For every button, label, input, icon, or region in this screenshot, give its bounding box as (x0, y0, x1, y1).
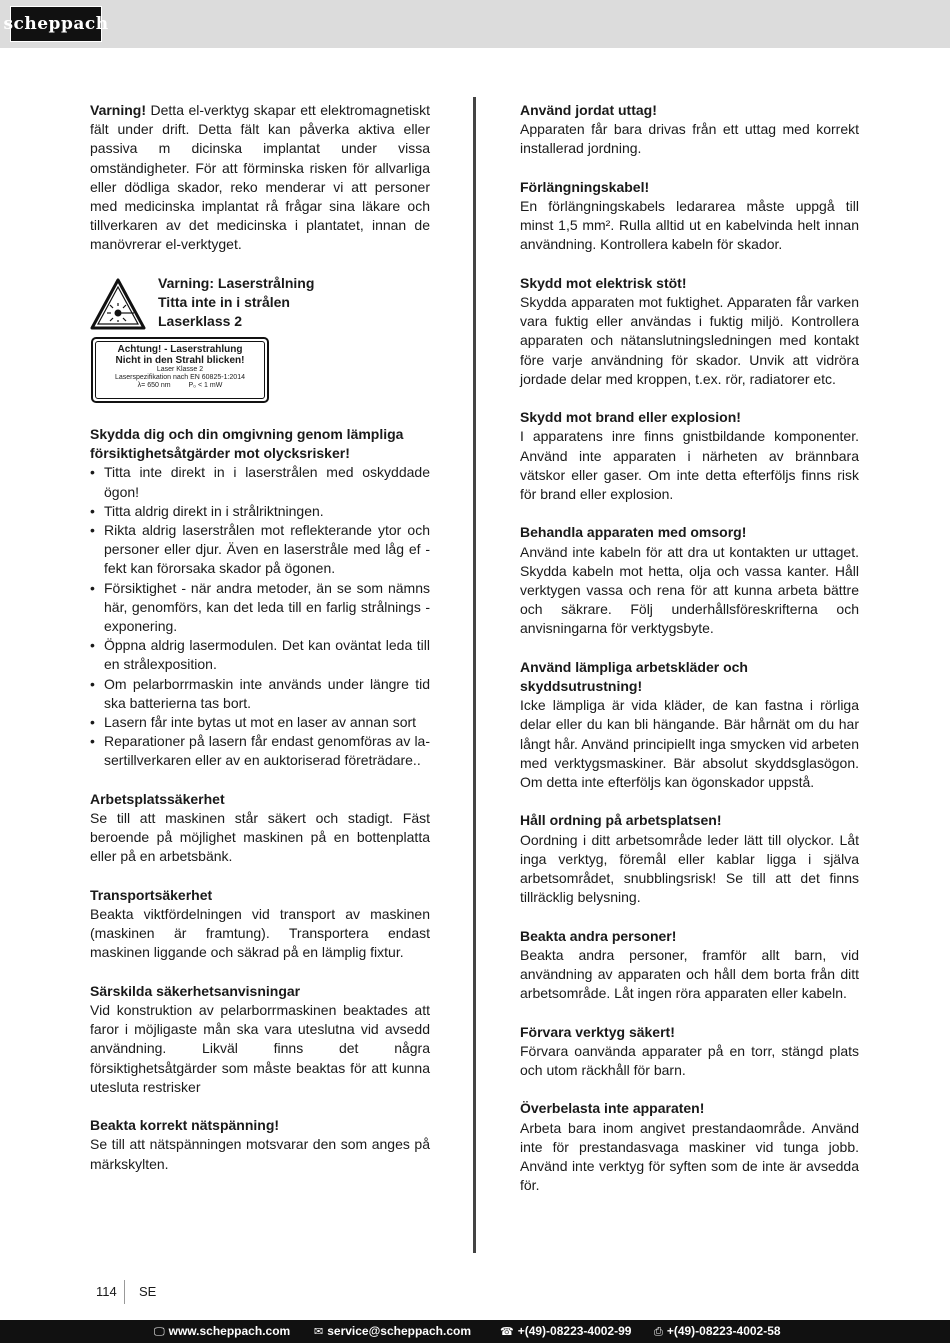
workplace-section (90, 790, 430, 867)
emf-warning (90, 101, 430, 255)
section-heading: Förlängningskabel! (520, 178, 650, 195)
section-heading: Transportsäkerhet (90, 886, 213, 903)
handle-care-section (520, 523, 859, 638)
section-text: Apparaten får bara drivas från ett uttag med korrekt installerad jordning. (520, 121, 859, 157)
section-heading: Använd jordat uttag! (520, 102, 657, 118)
other-people-section (520, 927, 859, 1004)
scheppach-logo: scheppach (10, 6, 102, 42)
laser-warning-block (90, 274, 430, 406)
fire-explosion-section (520, 408, 859, 504)
section-heading: Använd lämpliga arbetskläder och skyddsutrustning! (520, 658, 748, 695)
website-contact[interactable] (154, 1320, 290, 1344)
laser-class-label-inner (95, 341, 265, 399)
section-text: Icke lämpliga är vida kläder, de kan fastna i rörliga delar eller du kan bli hängande. Bär hårnät om du har långt hår. Använd principiellt inga smycken vid arbeten med verktygsmaskiner. Bär absolut skyddsglasögon. Om detta inte efterföljs kan ögonskador uppstå. (520, 697, 859, 791)
section-heading: Beakta andra personer! (520, 927, 677, 944)
laser-class-label (91, 337, 269, 403)
fax-contact[interactable] (654, 1320, 781, 1344)
language-code: SE (139, 1284, 157, 1299)
transport-section (90, 886, 430, 963)
section-heading: Förvara verktyg säkert! (520, 1023, 675, 1040)
section-heading: Överbelasta inte apparaten! (520, 1100, 705, 1117)
label-line2: Nicht in den Strahl blicken! (115, 354, 245, 366)
section-heading: Särskilda säkerhetsanvisningar (90, 982, 301, 999)
section-text: En förlängningskabels ledararea måste uppgå till minst 1,5 mm². Rulla alltid ut en kabelvinda helt innan användning. Kontrollera kabeln för skador. (520, 198, 859, 253)
section-text: Se till att nätspänningen motsvarar den som anges på märkskylten. (90, 1136, 430, 1172)
mail-icon: ✉ (314, 1326, 324, 1338)
phone-icon: ☎ (500, 1326, 514, 1338)
laser-hazard-icon (90, 278, 146, 330)
grounded-outlet-section (520, 101, 859, 159)
section-heading: Skydd mot elektrisk stöt! (520, 274, 687, 291)
protect-heading: Skydda dig och din omgivning genom lämpliga försiktighetsåtgärder mot olycksrisker! (90, 426, 404, 462)
protect-section (90, 425, 430, 771)
emf-warning-body: Detta el-verktyg skapar ett elektromagnetiskt fält under drift. Detta fält kan påverka aktiva eller passiva m dicinska implantat under vissa omständigheter. För att förminska risken för allvarliga eller dödliga skador, reko menderar vi att personer med medicinska implantat rå frågar sina läkare och tillverkaren av det medicinska i plantatet, innan de manövrerar el-verktyget. (90, 102, 430, 253)
mains-voltage-section (90, 1116, 430, 1174)
section-text: Beakta viktfördelningen vid transport av maskinen (maskinen är framtung). Transportera endast maskinen liggande och säkrad på en lämplig fixtur. (90, 906, 430, 961)
section-text: I apparatens inre finns gnistbildande komponenter. Använd inte apparaten i närheten av brännbara vätskor eller gaser. Om inte detta efterföljs finns risk för brand eller explosion. (520, 428, 859, 503)
label-line4: Laserspezifikation nach EN 60825-1:2014 (115, 373, 245, 381)
special-safety-section (90, 982, 430, 1097)
section-text: Beakta andra personer, framför allt barn, vid användning av apparaten och håll dem borta från ditt arbetsområde. Låt ingen röra apparaten eller kabeln. (520, 946, 859, 1002)
section-text: Oordning i ditt arbetsområde leder lätt till olyckor. Låt inga verktyg, föremål eller kablar ligga i själva arbetsområdet, snubblingsrisk! Se till att det finns tillräcklig belysning. (520, 831, 859, 906)
fax-text: +(49)-08223-4002-58 (666, 1324, 781, 1338)
label-wavelength: λ= 650 nm (137, 381, 171, 389)
label-power: P₀ < 1 mW (188, 381, 223, 389)
list-item: • Titta inte direkt in i laserstrålen med oskyddade ögon! (90, 463, 430, 501)
section-text: Använd inte kabeln för att dra ut kontakten ur uttaget. Skydda kabeln mot hetta, olja och vassa kanter. Håll verktygen vassa och rena för att kunna arbeta bättre och säkrare. Följ underhållsföreskrifterna och anvisningarna för verktygsbyte. (520, 543, 859, 637)
header-band (0, 0, 950, 48)
overload-section (520, 1099, 859, 1195)
laser-warning-line1: Varning: Laserstrålning (158, 274, 315, 291)
section-heading: Beakta korrekt nätspänning! (90, 1117, 280, 1134)
emf-warning-lead: Varning! (90, 102, 147, 118)
label-line3: Laser Klasse 2 (156, 365, 204, 373)
workwear-section (520, 658, 859, 792)
fax-icon: ⎙ (654, 1326, 663, 1338)
list-item: • Rikta aldrig laserstrålen mot reflekterande ytor och personer eller djur. Även en laserstråle med låg ef - fekt kan förorsaka skador på ögonen. (90, 521, 430, 579)
phone-contact[interactable] (500, 1320, 631, 1344)
section-text: Förvara oanvända apparater på en torr, stängd plats och utom räckhåll för barn. (520, 1042, 859, 1079)
contact-bar (0, 1320, 950, 1343)
emf-warning-text (90, 101, 430, 255)
list-item: • Öppna aldrig lasermodulen. Det kan oväntat leda till en strålexposition. (90, 636, 430, 674)
list-item: • Reparationer på lasern får endast genomföras av la- sertillverkaren eller av en auktoriserad företrädare.. (90, 732, 430, 770)
label-line1: Achtung! - Laserstrahlung (117, 343, 243, 355)
section-heading: Arbetsplatssäkerhet (90, 790, 225, 807)
laser-warning-heading (158, 274, 314, 332)
monitor-icon: 🖵 (154, 1326, 165, 1338)
electric-shock-section (520, 274, 859, 389)
phone-text: +(49)-08223-4002-99 (517, 1324, 632, 1338)
section-heading: Behandla apparaten med omsorg! (520, 524, 747, 541)
column-divider (473, 97, 476, 1253)
tidy-workplace-section (520, 811, 859, 907)
list-item: • Försiktighet - när andra metoder, än se som nämns här, genomförs, kan det leda till en farlig strålnings - exponering. (90, 579, 430, 637)
store-tools-section (520, 1023, 859, 1081)
section-text: Vid konstruktion av pelarborrmaskinen beaktades att faror i möjligaste mån ska vara uteslutna vid avsedd användning. Likväl finns det några försiktighetsåtgärder som måste beaktas för att kunna utesluta restrisker (90, 1002, 430, 1095)
section-heading: Skydd mot brand eller explosion! (520, 409, 741, 426)
left-column (90, 101, 430, 1193)
list-item: • Titta aldrig direkt in i strålriktningen. (90, 502, 430, 521)
list-item: • Lasern får inte bytas ut mot en laser av annan sort (90, 713, 430, 732)
list-item: • Om pelarborrmaskin inte används under längre tid ska batterierna tas bort. (90, 675, 430, 713)
email-contact[interactable] (314, 1320, 471, 1344)
label-spec (96, 382, 264, 390)
laser-warning-line2: Titta inte in i strålen (158, 294, 290, 311)
website-text: www.scheppach.com (168, 1324, 291, 1338)
section-text: Arbeta bara inom angivet prestandaområde. Använd inte för prestandasvaga maskiner vid tunga jobb. Använd inte verktyg för syften som de inte är avsedda för. (520, 1119, 859, 1194)
section-text: Se till att maskinen står säkert och stadigt. Fäst beroende på möjlighet maskinen på en bottenplatta eller på en arbetsbänk. (90, 810, 430, 865)
laser-warning-line3: Laserklass 2 (158, 313, 243, 330)
page-number: 114 (96, 1284, 117, 1299)
protect-list (90, 463, 430, 770)
footer-separator (124, 1280, 125, 1304)
email-text: service@scheppach.com (327, 1324, 471, 1338)
extension-cable-section (520, 178, 859, 255)
section-text: Skydda apparaten mot fuktighet. Apparaten får varken vara fuktig eller användas i fuktig miljö. Kontrollera apparaten och nätanslutningsledningen med kontakt före varje användning för skador. Unvik att vidröra jordade delar med kroppen, t.ex. rör, radiatorer etc. (520, 294, 859, 387)
right-column (520, 101, 859, 1215)
section-heading: Håll ordning på arbetsplatsen! (520, 812, 722, 829)
